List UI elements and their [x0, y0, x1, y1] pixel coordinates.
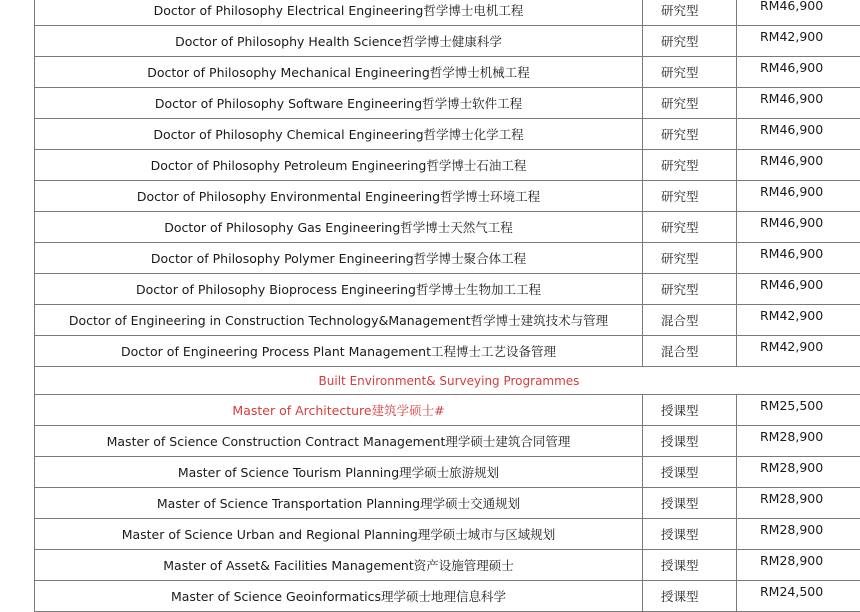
study-mode-cell: 研究型 [643, 150, 737, 181]
fee-cell: RM25,500 [737, 395, 860, 426]
fee-cell: RM46,900 [737, 119, 860, 150]
table-row [35, 550, 860, 581]
table-row [35, 336, 860, 367]
table-row [35, 305, 860, 336]
table-row [35, 181, 860, 212]
programme-name-cell: Doctor of Philosophy Health Science哲学博士健康科学 [35, 26, 643, 57]
study-mode-cell: 授课型 [643, 550, 737, 581]
programme-name-cell: Master of Science Urban and Regional Planning理学硕士城市与区域规划 [35, 519, 643, 550]
study-mode-cell: 授课型 [643, 457, 737, 488]
section-header-row [35, 367, 860, 395]
programme-name-cell: Doctor of Philosophy Gas Engineering哲学博士天然气工程 [35, 212, 643, 243]
study-mode-cell: 授课型 [643, 426, 737, 457]
programme-name-cell: Doctor of Philosophy Environmental Engineering哲学博士环境工程 [35, 181, 643, 212]
study-mode-cell: 研究型 [643, 57, 737, 88]
fee-cell: RM28,900 [737, 488, 860, 519]
table-body [35, 0, 860, 612]
table-row [35, 274, 860, 305]
fee-cell: RM46,900 [737, 150, 860, 181]
fee-cell: RM46,900 [737, 243, 860, 274]
study-mode-cell: 研究型 [643, 0, 737, 26]
programme-name-cell: Master of Asset& Facilities Management资产设施管理硕士 [35, 550, 643, 581]
study-mode-cell: 研究型 [643, 119, 737, 150]
study-mode-cell: 研究型 [643, 181, 737, 212]
programme-name-cell: Doctor of Philosophy Mechanical Engineering哲学博士机械工程 [35, 57, 643, 88]
table-row [35, 26, 860, 57]
fee-cell: RM28,900 [737, 457, 860, 488]
programme-name-cell: Master of Science Geoinformatics理学硕士地理信息科学 [35, 581, 643, 612]
study-mode-cell: 授课型 [643, 519, 737, 550]
table-row [35, 0, 860, 26]
programme-name-cell: Master of Architecture建筑学硕士# [35, 395, 643, 426]
fee-cell: RM46,900 [737, 274, 860, 305]
study-mode-cell: 授课型 [643, 395, 737, 426]
fee-cell: RM46,900 [737, 57, 860, 88]
study-mode-cell: 混合型 [643, 336, 737, 367]
programme-name-cell: Doctor of Engineering Process Plant Management工程博士工艺设备管理 [35, 336, 643, 367]
table-row [35, 88, 860, 119]
programme-name-cell: Master of Science Tourism Planning理学硕士旅游规划 [35, 457, 643, 488]
fee-cell: RM46,900 [737, 212, 860, 243]
fee-cell: RM42,900 [737, 305, 860, 336]
fee-cell: RM42,900 [737, 336, 860, 367]
section-title: Built Environment& Surveying Programmes [35, 367, 860, 395]
study-mode-cell: 混合型 [643, 305, 737, 336]
table-row [35, 57, 860, 88]
programme-name-cell: Doctor of Philosophy Software Engineering哲学博士软件工程 [35, 88, 643, 119]
fee-cell: RM46,900 [737, 0, 860, 26]
table-row [35, 395, 860, 426]
table-row [35, 212, 860, 243]
programme-name-cell: Doctor of Philosophy Electrical Engineering哲学博士电机工程 [35, 0, 643, 26]
table-row [35, 119, 860, 150]
study-mode-cell: 研究型 [643, 26, 737, 57]
fee-cell: RM28,900 [737, 519, 860, 550]
study-mode-cell: 授课型 [643, 581, 737, 612]
study-mode-cell: 研究型 [643, 243, 737, 274]
programme-name-cell: Doctor of Philosophy Polymer Engineering哲学博士聚合体工程 [35, 243, 643, 274]
fee-cell: RM46,900 [737, 181, 860, 212]
study-mode-cell: 授课型 [643, 488, 737, 519]
fee-cell: RM42,900 [737, 26, 860, 57]
table-row [35, 581, 860, 612]
table-row [35, 488, 860, 519]
table-row [35, 457, 860, 488]
study-mode-cell: 研究型 [643, 88, 737, 119]
programme-name-cell: Doctor of Engineering in Construction Technology&Management哲学博士建筑技术与管理 [35, 305, 643, 336]
study-mode-cell: 研究型 [643, 274, 737, 305]
programme-name-cell: Doctor of Philosophy Bioprocess Engineering哲学博士生物加工工程 [35, 274, 643, 305]
fee-cell: RM28,900 [737, 550, 860, 581]
programme-fee-table [34, 0, 860, 612]
programme-name-cell: Doctor of Philosophy Petroleum Engineering哲学博士石油工程 [35, 150, 643, 181]
table-row [35, 426, 860, 457]
programme-name-cell: Master of Science Transportation Planning理学硕士交通规划 [35, 488, 643, 519]
fee-cell: RM24,500 [737, 581, 860, 612]
study-mode-cell: 研究型 [643, 212, 737, 243]
table-row [35, 150, 860, 181]
table-row [35, 519, 860, 550]
fee-cell: RM46,900 [737, 88, 860, 119]
programme-name-cell: Doctor of Philosophy Chemical Engineering哲学博士化学工程 [35, 119, 643, 150]
fee-cell: RM28,900 [737, 426, 860, 457]
table-row [35, 243, 860, 274]
programme-name-cell: Master of Science Construction Contract Management理学硕士建筑合同管理 [35, 426, 643, 457]
